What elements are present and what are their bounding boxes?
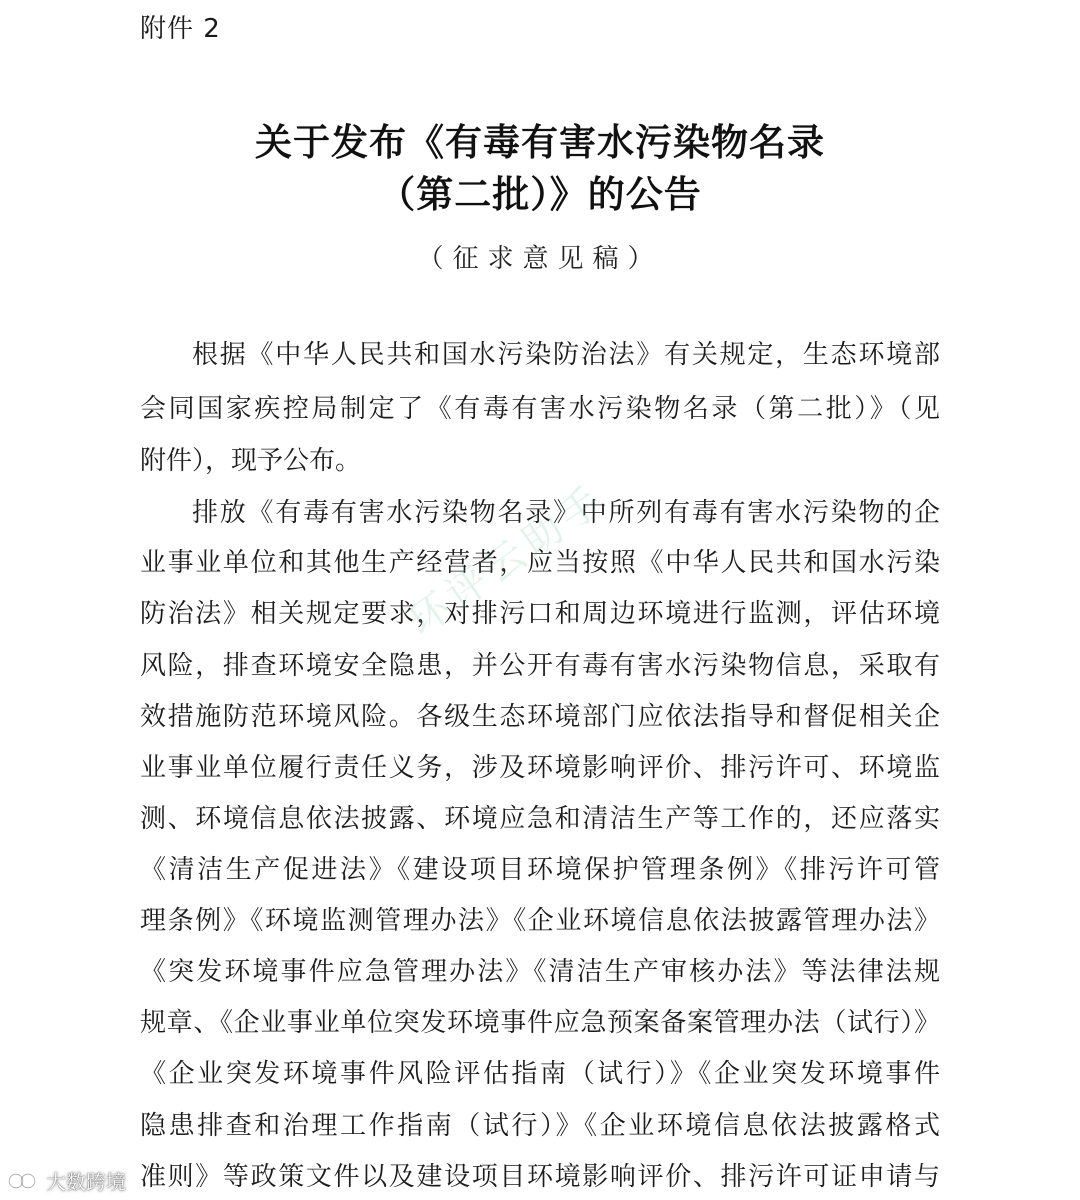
body-line: 效措施防范环境风险。各级生态环境部门应依法指导和督促相关企	[140, 702, 940, 732]
body-line: 《突发环境事件应急管理办法》《清洁生产审核办法》等法律法规	[140, 957, 940, 987]
body-line: 排放《有毒有害水污染物名录》中所列有毒有害水污染物的企	[192, 498, 940, 528]
subtitle: （征求意见稿）	[417, 244, 663, 274]
brand-logo-icon	[8, 1170, 38, 1192]
body-line: 理条例》《环境监测管理办法》《企业环境信息依法披露管理办法》	[140, 906, 940, 936]
title-line-1: 关于发布《有毒有害水污染物名录	[255, 121, 825, 164]
body-line: 风险，排查环境安全隐患，并公开有毒有害水污染物信息，采取有	[140, 651, 940, 681]
brand-watermark	[8, 1166, 126, 1195]
body-line: 《企业突发环境事件风险评估指南（试行）》《企业突发环境事件	[140, 1059, 940, 1089]
body-line: 准则》等政策文件以及建设项目环境影响评价、排污许可证申请与	[140, 1162, 940, 1192]
body-line: 根据《中华人民共和国水污染防治法》有关规定，生态环境部	[192, 340, 940, 370]
body-line: 业事业单位和其他生产经营者，应当按照《中华人民共和国水污染	[140, 548, 940, 578]
body-line: 防治法》相关规定要求，对排污口和周边环境进行监测，评估环境	[140, 599, 940, 629]
brand-text: 大数跨境	[46, 1170, 126, 1194]
body-line: 规章、《企业事业单位突发环境事件应急预案备案管理办法（试行）》	[140, 1008, 940, 1038]
body-line: 《清洁生产促进法》《建设项目环境保护管理条例》《排污许可管	[140, 855, 940, 885]
body-line: 隐患排查和治理工作指南（试行）》《企业环境信息依法披露格式	[140, 1111, 940, 1141]
title-line-2: （第二批）》的公告	[378, 173, 702, 216]
body-line: 业事业单位履行责任义务，涉及环境影响评价、排污许可、环境监	[140, 753, 940, 783]
body-line: 会同国家疾控局制定了《有毒有害水污染物名录（第二批）》（见	[140, 394, 940, 424]
body-line: 测、环境信息依法披露、环境应急和清洁生产等工作的，还应落实	[140, 804, 940, 834]
attachment-label: 附件 2	[140, 14, 221, 44]
body-line: 附件），现予公布。	[140, 446, 362, 476]
watermark: 环评云助手	[400, 475, 615, 646]
